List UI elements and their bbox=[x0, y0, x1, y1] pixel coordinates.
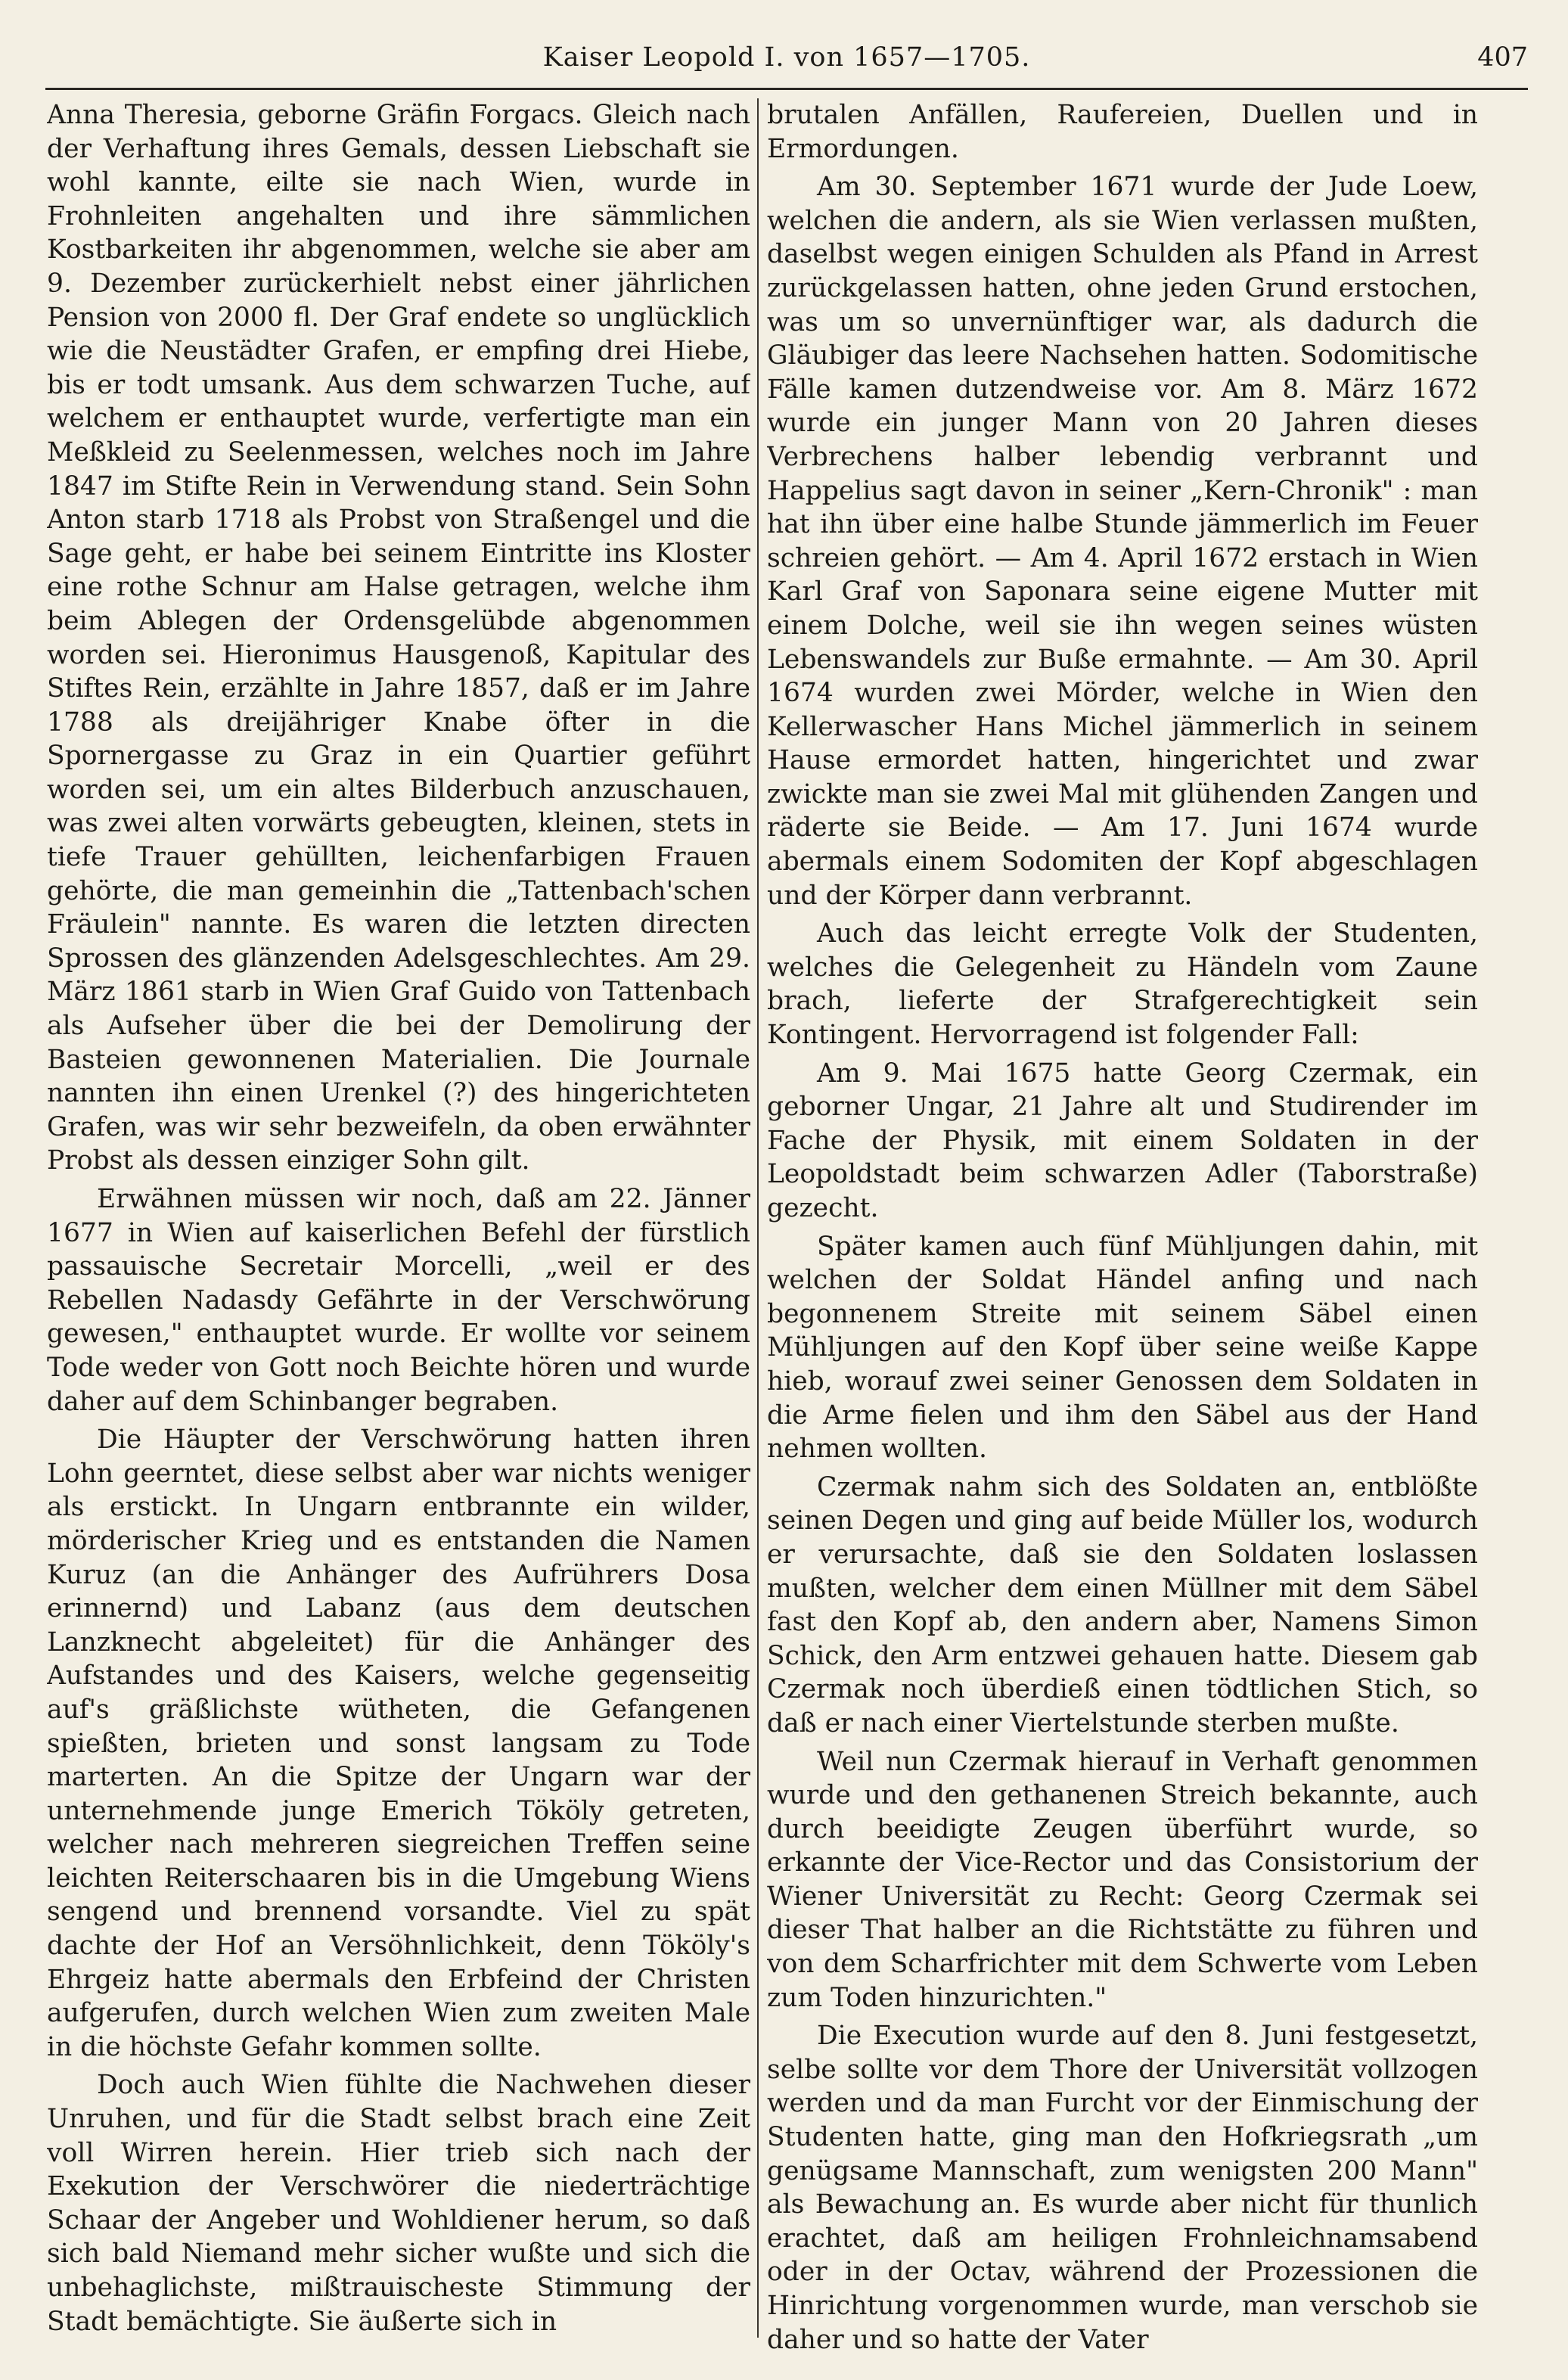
page-number: 407 bbox=[1477, 42, 1528, 73]
paragraph: Doch auch Wien fühlte die Nachwehen dieser Unruhen, und für die Stadt selbst brach eine Zeit voll Wirren herein. Hier trieb sich nach der Exekution der Verschwörer die niederträchtige Schaar der Angeber und Wohldiener herum, so daß sich bald Niemand mehr sicher wußte und sich die unbehaglichste, mißtrauischeste Stimmung der Stadt bemächtigte. Sie äußerte sich in bbox=[47, 2070, 750, 2337]
column-divider bbox=[757, 98, 759, 2338]
paragraph: Am 9. Mai 1675 hatte Georg Czermak, ein geborner Ungar, 21 Jahre alt und Studirender im Fache der Physik, mit einem Soldaten in der Leopoldstadt beim schwarzen Adler (Taborstraße) gezecht. bbox=[767, 1058, 1478, 1223]
paragraph: Auch das leicht erregte Volk der Studenten, welches die Gelegenheit zu Händeln vom Zaune brach, lieferte der Strafgerechtigkeit sein Kontingent. Hervorragend ist folgender Fall: bbox=[767, 918, 1478, 1051]
paragraph: Erwähnen müssen wir noch, daß am 22. Jänner 1677 in Wien auf kaiserlichen Befehl der fürstlich passauische Secretair Morcelli, „weil er des Rebellen Nadasdy Gefährte in der Verschwörung gewesen," enthauptet wurde. Er wollte vor seinem Tode weder von Gott noch Beichte hören und wurde daher auf dem Schinbanger begraben. bbox=[47, 1184, 750, 1417]
paragraph: brutalen Anfällen, Raufereien, Duellen und in Ermordungen. bbox=[767, 100, 1478, 164]
paragraph: Die Häupter der Verschwörung hatten ihren Lohn geerntet, diese selbst aber war nichts weniger als erstickt. In Ungarn entbrannte ein wilder, mörderischer Krieg und es entstanden die Namen Kuruz (an die Anhänger des Aufrührers Dosa erinnernd) und Labanz (aus dem deutschen Lanzknecht abgeleitet) für die Anhänger des Aufstandes und des Kaisers, welche gegenseitig auf's gräßlichste wütheten, die Gefangenen spießten, brieten und sonst langsam zu Tode marterten. An die Spitze der Ungarn war der unternehmende junge Emerich Tököly getreten, welcher nach mehreren siegreichen Treffen seine leichten Reiterschaaren bis in die Umgebung Wiens sengend und brennend vorsandte. Viel zu spät dachte der Hof an Versöhnlichkeit, denn Tököly's Ehrgeiz hatte abermals den Erbfeind der Christen aufgerufen, durch welchen Wien zum zweiten Male in die höchste Gefahr kommen sollte. bbox=[47, 1425, 750, 2062]
page-header bbox=[45, 42, 1528, 76]
paragraph: Die Execution wurde auf den 8. Juni festgesetzt, selbe sollte vor dem Thore der Universität vollzogen werden und da man Furcht vor der Einmischung der Studenten hatte, ging man den Hofkriegsrath „um genügsame Mannschaft, zum wenigsten 200 Mann" als Bewachung an. Es wurde aber nicht für thunlich erachtet, daß am heiligen Frohnleichnamsabend oder in der Octav, während der Prozessionen die Hinrichtung vorgenommen wurde, man verschob sie daher und so hatte der Vater bbox=[767, 2021, 1478, 2355]
paragraph: Weil nun Czermak hierauf in Verhaft genommen wurde und den gethanenen Streich bekannte, auch durch beeidigte Zeugen überführt wurde, so erkannte der Vice-Rector und das Consistorium der Wiener Universität zu Recht: Georg Czermak sei dieser That halber an die Richtstätte zu führen und von dem Scharfrichter mit dem Schwerte vom Leben zum Toden hinzurichten." bbox=[767, 1746, 1478, 2013]
paragraph: Czermak nahm sich des Soldaten an, entblößte seinen Degen und ging auf beide Müller los, wodurch er verursachte, daß sie den Soldaten loslassen mußten, welcher dem einen Müllner mit dem Säbel fast den Kopf ab, den andern aber, Namens Simon Schick, den Arm entzwei gehauen hatte. Diesem gab Czermak noch überdieß einen tödtlichen Stich, so daß er nach einer Viertelstunde sterben mußte. bbox=[767, 1471, 1478, 1738]
paragraph: Anna Theresia, geborne Gräfin Forgacs. Gleich nach der Verhaftung ihres Gemals, dessen Liebschaft sie wohl kannte, eilte sie nach Wien, wurde in Frohnleiten angehalten und ihre sämmlichen Kostbarkeiten ihr abgenommen, welche sie aber am 9. Dezember zurückerhielt nebst einer jährlichen Pension von 2000 fl. Der Graf endete so unglücklich wie die Neustädter Grafen, er empfing drei Hiebe, bis er todt umsank. Aus dem schwarzen Tuche, auf welchem er enthauptet wurde, verfertigte man ein Meßkleid zu Seelenmessen, welches noch im Jahre 1847 im Stifte Rein in Verwendung stand. Sein Sohn Anton starb 1718 als Probst von Straßengel und die Sage geht, er habe bei seinem Eintritte ins Kloster eine rothe Schnur am Halse getragen, welche ihm beim Ablegen der Ordensgelübde abgenommen worden sei. Hieronimus Hausgenoß, Kapitular des Stiftes Rein, erzählte in Jahre 1857, daß er im Jahre 1788 als dreijähriger Knabe öfter in die Spornergasse zu Graz in ein Quartier geführt worden sei, um ein altes Bilderbuch anzuschauen, was zwei alten vorwärts gebeugten, kleinen, stets in tiefe Trauer gehüllten, leichenfarbigen Frauen gehörte, die man gemeinhin die „Tattenbach'schen Fräulein" nannte. Es waren die letzten directen Sprossen des glänzenden Adelsgeschlechtes. Am 29. März 1861 starb in Wien Graf Guido von Tattenbach als Aufseher über die bei der Demolirung der Basteien gewonnenen Materialien. Die Journale nannten ihn einen Urenkel (?) des hingerichteten Grafen, was wir sehr bezweifeln, da oben erwähnter Probst als dessen einziger Sohn gilt. bbox=[47, 100, 750, 1176]
header-rule bbox=[45, 88, 1528, 90]
paragraph: Am 30. September 1671 wurde der Jude Loew, welchen die andern, als sie Wien verlassen mußten, daselbst wegen einigen Schulden als Pfand in Arrest zurückgelassen hatten, ohne jeden Grund erstochen, was um so unvernünftiger war, als dadurch die Gläubiger das leere Nachsehen hatten. Sodomitische Fälle kamen dutzendweise vor. Am 8. März 1672 wurde ein junger Mann von 20 Jahren dieses Verbrechens halber lebendig verbrannt und Happelius sagt davon in seiner „Kern-Chronik" : man hat ihn über eine halbe Stunde jämmerlich im Feuer schreien gehört. — Am 4. April 1672 erstach in Wien Karl Graf von Saponara seine eigene Mutter mit einem Dolche, weil sie ihn wegen seines wüsten Lebenswandels zur Buße ermahnte. — Am 30. April 1674 wurden zwei Mörder, welche in Wien den Kellerwascher Hans Michel jämmerlich in seinem Hause ermordet hatten, hingerichtet und zwar zwickte man sie zwei Mal mit glühenden Zangen und räderte sie Beide. — Am 17. Juni 1674 wurde abermals einem Sodomiten der Kopf abgeschlagen und der Körper dann verbrannt. bbox=[767, 172, 1478, 911]
right-column bbox=[767, 98, 1478, 2360]
left-column bbox=[47, 98, 750, 2360]
paragraph: Später kamen auch fünf Mühljungen dahin, mit welchen der Soldat Händel anfing und nach begonnenem Streite mit seinem Säbel einen Mühljungen auf den Kopf über seine weiße Kappe hieb, worauf zwei seiner Genossen dem Soldaten in die Arme fielen und ihm den Säbel aus der Hand nehmen wollten. bbox=[767, 1231, 1478, 1465]
running-title: Kaiser Leopold I. von 1657—1705. bbox=[542, 42, 1031, 73]
